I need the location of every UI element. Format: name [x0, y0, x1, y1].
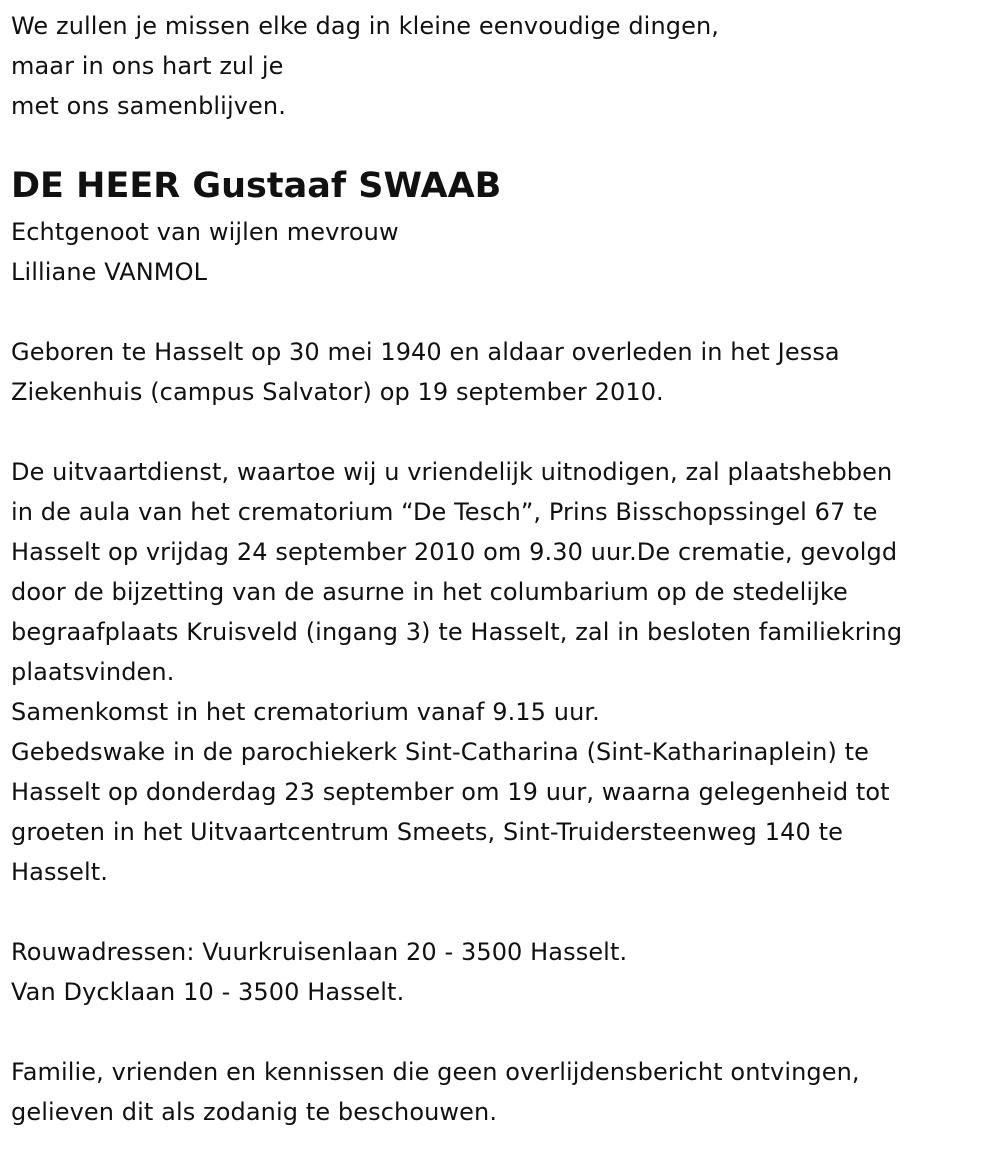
poem: [11, 6, 991, 126]
birth-death-line: Geboren te Hasselt op 30 mei 1940 en aldaar overleden in het Jessa: [11, 338, 840, 366]
spouse-line: Lilliane VANMOL: [11, 258, 208, 286]
birth-death-block: [11, 332, 991, 412]
closing-line: gelieven dit als zodanig te beschouwen.: [11, 1098, 498, 1126]
spacer: [11, 1012, 991, 1052]
ceremony-line: in de aula van het crematorium “De Tesch”, Prins Bisschopssingel 67 te: [11, 498, 878, 526]
address-line: Rouwadressen: Vuurkruisenlaan 20 - 3500 Hasselt.: [11, 938, 628, 966]
deceased-name: DE HEER Gustaaf SWAAB: [11, 166, 502, 206]
ceremony-line: Hasselt.: [11, 858, 109, 886]
spacer: [11, 292, 991, 332]
address-line: Van Dycklaan 10 - 3500 Hasselt.: [11, 978, 405, 1006]
ceremony-line: Samenkomst in het crematorium vanaf 9.15 uur.: [11, 698, 600, 726]
poem-line: met ons samenblijven.: [11, 92, 286, 120]
birth-death-line: Ziekenhuis (campus Salvator) op 19 september 2010.: [11, 378, 664, 406]
spacer: [11, 892, 991, 932]
ceremony-block: [11, 452, 991, 892]
addresses-block: [11, 932, 991, 1012]
poem-line: maar in ons hart zul je: [11, 52, 284, 80]
spacer: [11, 412, 991, 452]
ceremony-line: Gebedswake in de parochiekerk Sint-Catharina (Sint-Katharinaplein) te: [11, 738, 870, 766]
closing-block: [11, 1052, 991, 1132]
ceremony-line: door de bijzetting van de asurne in het columbarium op de stedelijke: [11, 578, 848, 606]
poem-line: We zullen je missen elke dag in kleine eenvoudige dingen,: [11, 12, 720, 40]
obituary-notice: [11, 6, 991, 1132]
ceremony-line: Hasselt op donderdag 23 september om 19 uur, waarna gelegenheid tot: [11, 778, 890, 806]
ceremony-line: Hasselt op vrijdag 24 september 2010 om 9.30 uur.De crematie, gevolgd: [11, 538, 898, 566]
ceremony-line: groeten in het Uitvaartcentrum Smeets, Sint-Truidersteenweg 140 te: [11, 818, 843, 846]
spouse-line: Echtgenoot van wijlen mevrouw: [11, 218, 399, 246]
ceremony-line: De uitvaartdienst, waartoe wij u vriendelijk uitnodigen, zal plaatshebben: [11, 458, 893, 486]
spouse-block: [11, 212, 991, 292]
ceremony-line: plaatsvinden.: [11, 658, 175, 686]
closing-line: Familie, vrienden en kennissen die geen overlijdensbericht ontvingen,: [11, 1058, 860, 1086]
ceremony-line: begraafplaats Kruisveld (ingang 3) te Hasselt, zal in besloten familiekring: [11, 618, 903, 646]
